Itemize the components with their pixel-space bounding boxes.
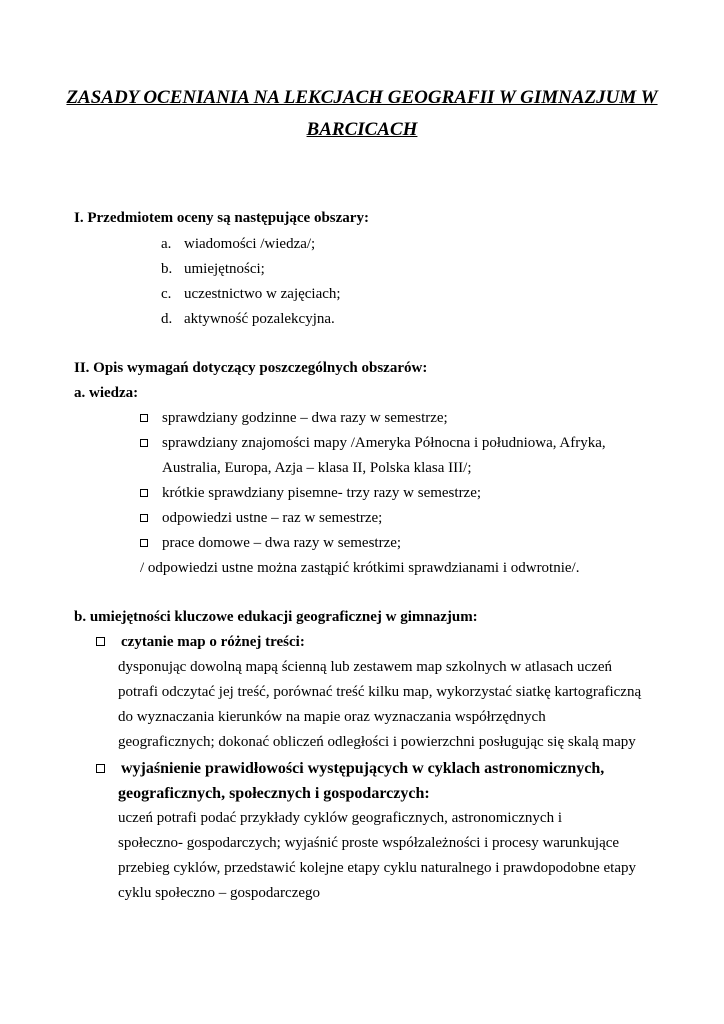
note-text: / odpowiedzi ustne można zastąpić krótkimi sprawdzianami i odwrotnie/. [140,560,580,576]
list-item-continuation: Australia, Europa, Azja – klasa II, Polska klasa III/; [162,460,472,476]
list-item-heading: czytanie map o różnej treści: [96,630,305,655]
paragraph-line: geograficznych; dokonać obliczeń odległości i powierzchni posługując się skalą mapy [118,734,636,750]
paragraph-line: do wyznaczania kierunków na mapie oraz wyznaczania współrzędnych [118,709,546,725]
list-item [161,257,265,282]
list-item [161,307,335,332]
document-title [40,82,684,146]
subsection-b-heading: b. umiejętności kluczowe edukacji geograficznej w gimnazjum: [74,609,478,625]
section-1-heading: I. Przedmiotem oceny są następujące obszary: [74,210,369,226]
paragraph-line: potrafi odczytać jej treść, porównać treść kilku map, wykorzystać siatkę kartograficzną [118,684,642,700]
list-item [161,282,341,307]
list-item [140,431,606,456]
list-item [140,481,481,506]
list-item-heading-continuation: geograficznych, społecznych i gospodarczych: [118,785,430,802]
list-item-text: aktywność pozalekcyjna. [184,311,335,327]
title-line-2: BARCICACH [306,119,418,140]
list-item-text: wiadomości /wiedza/; [184,236,316,252]
square-bullet-icon [140,439,148,447]
list-item [161,232,315,257]
list-item-heading: wyjaśnienie prawidłowości występujących w cyklach astronomicznych, [96,756,604,781]
paragraph-line: przebieg cyklów, przedstawić kolejne etapy cyklu naturalnego i prawdopodobne etapy [118,860,637,876]
list-marker: d. [161,311,173,327]
paragraph-line: społeczno- gospodarczych; wyjaśnić proste współzależności i procesy warunkujące [118,835,620,851]
square-bullet-icon [140,514,148,522]
square-bullet-icon [96,637,105,646]
list-item-text: sprawdziany znajomości mapy /Ameryka Północna i południowa, Afryka, [162,435,606,451]
title-line-1: ZASADY OCENIANIA NA LEKCJACH GEOGRAFII W GIMNAZJUM W [66,87,658,108]
paragraph-line: uczeń potrafi podać przykłady cyklów geograficznych, astronomicznych i [118,810,562,826]
paragraph-line: cyklu społeczno – gospodarczego [118,885,321,901]
section-2-heading: II. Opis wymagań dotyczący poszczególnych obszarów: [74,360,428,376]
list-item-text: sprawdziany godzinne – dwa razy w semestrze; [162,410,448,426]
square-bullet-icon [140,489,148,497]
list-item [140,506,382,531]
list-item-text: odpowiedzi ustne – raz w semestrze; [162,510,383,526]
list-item-text: umiejętności; [184,261,265,277]
paragraph-line: dysponując dowolną mapą ścienną lub zestawem map szkolnych w atlasach uczeń [118,659,612,675]
square-bullet-icon [96,764,105,773]
square-bullet-icon [140,539,148,547]
list-marker: c. [161,286,172,302]
square-bullet-icon [140,414,148,422]
list-item-text: prace domowe – dwa razy w semestrze; [162,535,402,551]
list-item [140,531,401,556]
list-item-text: uczestnictwo w zajęciach; [184,286,341,302]
subsection-a-heading: a. wiedza: [74,385,139,401]
list-item [140,406,448,431]
list-marker: b. [161,261,173,277]
list-item-text: krótkie sprawdziany pisemne- trzy razy w semestrze; [162,485,482,501]
list-marker: a. [161,236,172,252]
